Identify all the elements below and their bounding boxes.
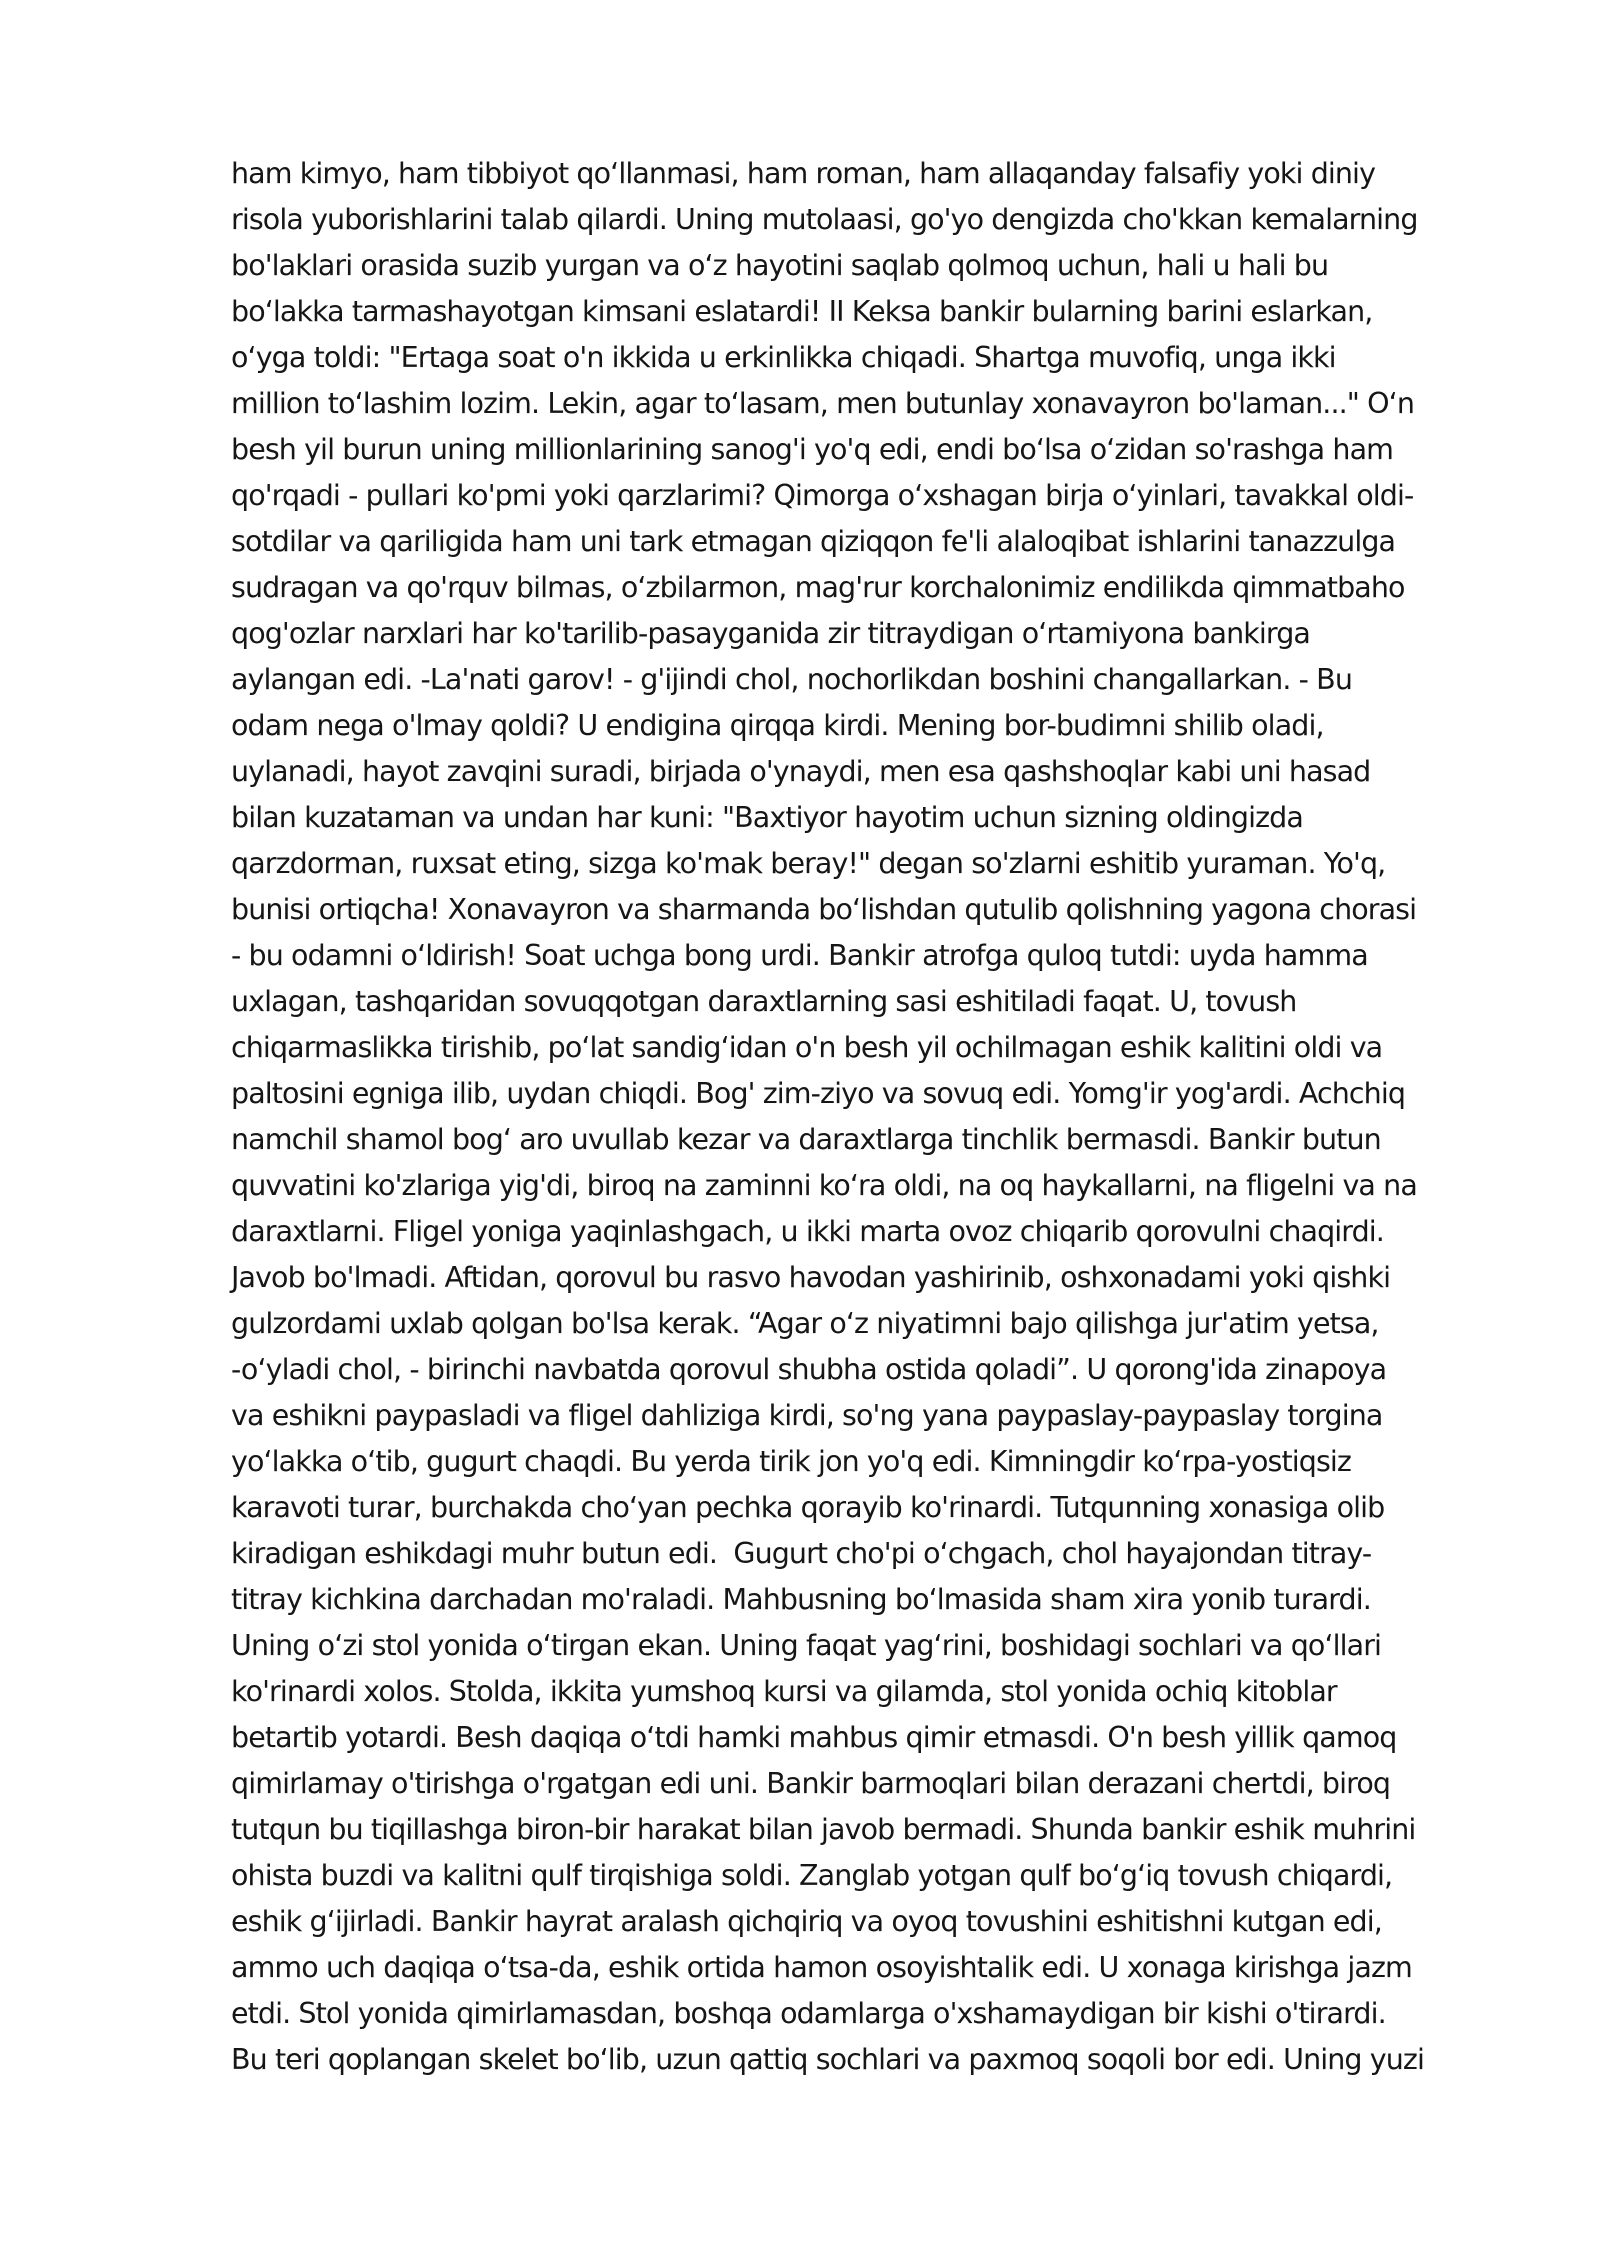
text-line: bunisi ortiqcha! Xonavayron va sharmanda bo‘lishdan qutulib qolishning yagona chorasi <box>231 893 1417 926</box>
body-text <box>231 151 1531 2083</box>
text-line: bilan kuzataman va undan har kuni: "Baxtiyor hayotim uchun sizning oldingizda <box>231 801 1303 834</box>
text-line: etdi. Stol yonida qimirlamasdan, boshqa odamlarga o'xshamaydigan bir kishi o'tirardi. <box>231 1997 1386 2030</box>
text-line: o‘yga toldi: "Ertaga soat o'n ikkida u erkinlikka chiqadi. Shartga muvofiq, unga ikki <box>231 341 1336 374</box>
text-line: tutqun bu tiqillashga biron-bir harakat bilan javob bermadi. Shunda bankir eshik muhrini <box>231 1813 1416 1846</box>
text-line: aylangan edi. -La'nati garov! - g'ijindi chol, nochorlikdan boshini changallarkan. - Bu <box>231 663 1352 696</box>
text-line: qog'ozlar narxlari har ko'tarilib-pasayganida zir titraydigan o‘rtamiyona bankirga <box>231 617 1310 650</box>
text-line: kiradigan eshikdagi muhr butun edi. Gugurt cho'pi o‘chgach, chol hayajondan titray- <box>231 1537 1372 1570</box>
text-line: paltosini egniga ilib, uydan chiqdi. Bog' zim-ziyo va sovuq edi. Yomg'ir yog'ardi. Achchiq <box>231 1077 1406 1110</box>
text-line: yo‘lakka o‘tib, gugurt chaqdi. Bu yerda tirik jon yo'q edi. Kimningdir ko‘rpa-yostiqsiz <box>231 1445 1351 1478</box>
text-line: namchil shamol bog‘ aro uvullab kezar va daraxtlarga tinchlik bermasdi. Bankir butun <box>231 1123 1381 1156</box>
text-line: risola yuborishlarini talab qilardi. Uning mutolaasi, go'yo dengizda cho'kkan kemalarning <box>231 203 1418 236</box>
text-line: uxlagan, tashqaridan sovuqqotgan daraxtlarning sasi eshitiladi faqat. U, tovush <box>231 985 1297 1018</box>
text-line: Bu teri qoplangan skelet bo‘lib, uzun qattiq sochlari va paxmoq soqoli bor edi. Uning yuzi <box>231 2043 1424 2076</box>
text-line: quvvatini ko'zlariga yig'di, biroq na zaminni ko‘ra oldi, na oq haykallarni, na fligelni va na <box>231 1169 1417 1202</box>
text-line: Uning o‘zi stol yonida o‘tirgan ekan. Uning faqat yag‘rini, boshidagi sochlari va qo‘llari <box>231 1629 1382 1662</box>
text-line: ko'rinardi xolos. Stolda, ikkita yumshoq kursi va gilamda, stol yonida ochiq kitoblar <box>231 1675 1337 1708</box>
text-line: chiqarmaslikka tirishib, po‘lat sandig‘idan o'n besh yil ochilmagan eshik kalitini oldi va <box>231 1031 1383 1064</box>
text-line: odam nega o'lmay qoldi? U endigina qirqqa kirdi. Mening bor-budimni shilib oladi, <box>231 709 1324 742</box>
text-line: uylanadi, hayot zavqini suradi, birjada o'ynaydi, men esa qashshoqlar kabi uni hasad <box>231 755 1371 788</box>
text-line: - bu odamni o‘ldirish! Soat uchga bong urdi. Bankir atrofga quloq tutdi: uyda hamma <box>231 939 1368 972</box>
text-line: ohista buzdi va kalitni qulf tirqishiga soldi. Zanglab yotgan qulf bo‘g‘iq tovush chiqardi, <box>231 1859 1393 1892</box>
text-line: bo‘lakka tarmashayotgan kimsani eslatardi! II Keksa bankir bularning barini eslarkan, <box>231 295 1373 328</box>
text-line: va eshikni paypasladi va fligel dahliziga kirdi, so'ng yana paypaslay-paypaslay torgina <box>231 1399 1383 1432</box>
text-line: qarzdorman, ruxsat eting, sizga ko'mak beray!" degan so'zlarni eshitib yuraman. Yo'q, <box>231 847 1386 880</box>
text-line: ammo uch daqiqa o‘tsa-da, eshik ortida hamon osoyishtalik edi. U xonaga kirishga jazm <box>231 1951 1412 1984</box>
text-line: karavoti turar, burchakda cho‘yan pechka qorayib ko'rinardi. Tutqunning xonasiga olib <box>231 1491 1385 1524</box>
text-line: eshik g‘ijirladi. Bankir hayrat aralash qichqiriq va oyoq tovushini eshitishni kutgan edi, <box>231 1905 1382 1938</box>
text-line: sudragan va qo'rquv bilmas, o‘zbilarmon, mag'rur korchalonimiz endilikda qimmatbaho <box>231 571 1405 604</box>
text-line: bo'laklari orasida suzib yurgan va o‘z hayotini saqlab qolmoq uchun, hali u hali bu <box>231 249 1329 282</box>
text-line: ham kimyo, ham tibbiyot qo‘llanmasi, ham roman, ham allaqanday falsafiy yoki diniy <box>231 157 1376 190</box>
text-line: Javob bo'lmadi. Aftidan, qorovul bu rasvo havodan yashirinib, oshxonadami yoki qishki <box>231 1261 1391 1294</box>
text-line: besh yil burun uning millionlarining sanog'i yo'q edi, endi bo‘lsa o‘zidan so'rashga ham <box>231 433 1393 466</box>
text-line: gulzordami uxlab qolgan bo'lsa kerak. “Agar o‘z niyatimni bajo qilishga jur'atim yetsa, <box>231 1307 1379 1340</box>
text-line: titray kichkina darchadan mo'raladi. Mahbusning bo‘lmasida sham xira yonib turardi. <box>231 1583 1371 1616</box>
text-line: sotdilar va qariligida ham uni tark etmagan qiziqqon fe'li alaloqibat ishlarini tanazzulga <box>231 525 1396 558</box>
text-line: daraxtlarni. Fligel yoniga yaqinlashgach, u ikki marta ovoz chiqarib qorovulni chaqirdi. <box>231 1215 1384 1248</box>
text-line: betartib yotardi. Besh daqiqa o‘tdi hamki mahbus qimir etmasdi. O'n besh yillik qamoq <box>231 1721 1397 1754</box>
text-line: million to‘lashim lozim. Lekin, agar to‘lasam, men butunlay xonavayron bo'laman..." O‘n <box>231 387 1414 420</box>
text-line: -o‘yladi chol, - birinchi navbatda qorovul shubha ostida qoladi”. U qorong'ida zinapoya <box>231 1353 1387 1386</box>
text-line: qo'rqadi - pullari ko'pmi yoki qarzlarimi? Qimorga o‘xshagan birja o‘yinlari, tavakkal oldi- <box>231 479 1414 512</box>
text-line: qimirlamay o'tirishga o'rgatgan edi uni. Bankir barmoqlari bilan derazani chertdi, biroq <box>231 1767 1391 1800</box>
